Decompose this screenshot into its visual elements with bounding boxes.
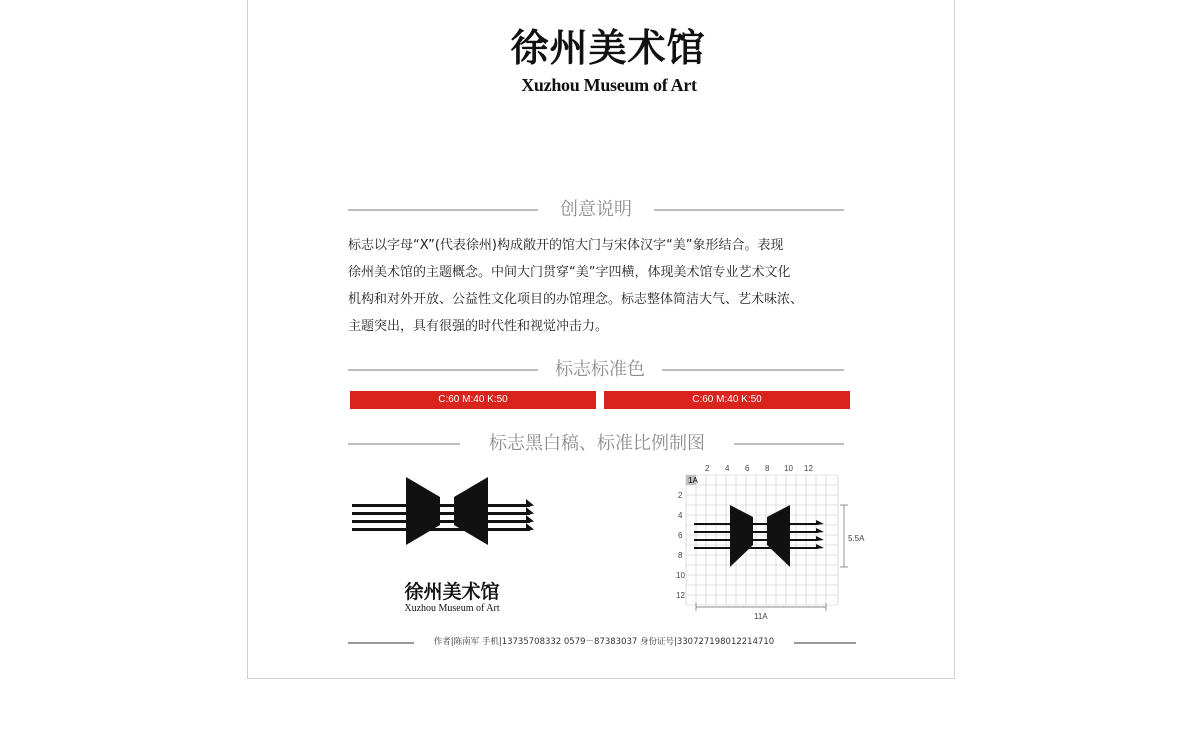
concept-line: 主题突出，具有很强的时代性和视觉冲击力。 (348, 319, 609, 334)
logo-mark (348, 475, 538, 547)
concept-line: 徐州美术馆的主题概念。中间大门贯穿“美”字四横，体现美术馆专业艺术文化 (348, 265, 791, 280)
svg-text:8: 8 (678, 551, 683, 560)
museum-title-cn: 徐州美术馆 (510, 25, 706, 70)
section-rule-right (662, 369, 844, 371)
svg-text:2: 2 (678, 491, 683, 500)
section-rule-right (654, 209, 844, 211)
height-label: 5.5A (848, 534, 865, 543)
svg-text:4: 4 (725, 464, 730, 473)
svg-text:6: 6 (678, 531, 683, 540)
logo-name-en: Xuzhou Museum of Art (404, 603, 500, 614)
grid-logo-right-wing (767, 505, 790, 567)
svg-text:6: 6 (745, 464, 750, 473)
grid-left-ticks (676, 491, 685, 600)
grid-logo-left-wing (730, 505, 753, 567)
section-rule-left (348, 209, 538, 211)
section-rule-right (734, 443, 844, 445)
footer-rule-left (348, 642, 414, 644)
concept-line: 机构和对外开放、公益性文化项目的办馆理念。标志整体简洁大气、艺术味浓、 (348, 292, 804, 307)
width-label: 11A (754, 612, 768, 621)
grid-unit-label: 1A (688, 476, 698, 485)
height-dimension (840, 505, 848, 567)
section-rule-left (348, 443, 460, 445)
logo-left-wing (406, 477, 440, 545)
footer-rule-right (794, 642, 856, 644)
color-swatch-1: C:60 M:40 K:50 (350, 391, 596, 409)
svg-text:8: 8 (765, 464, 770, 473)
svg-text:2: 2 (705, 464, 710, 473)
section-heading-color (348, 357, 844, 383)
grid-top-ticks (705, 464, 813, 473)
width-dimension (696, 603, 826, 611)
section-title: 创意说明 (560, 199, 632, 220)
grid-logo-bars (694, 520, 824, 549)
logo-bars (352, 499, 534, 531)
svg-text:10: 10 (676, 571, 685, 580)
museum-title-en: Xuzhou Museum of Art (521, 75, 697, 95)
concept-line: 标志以字母“X”(代表徐州)构成敞开的馆大门与宋体汉字“美”象形结合。表现 (348, 238, 784, 253)
svg-text:10: 10 (784, 464, 793, 473)
section-title: 标志标准色 (555, 359, 645, 380)
svg-text:12: 12 (676, 591, 685, 600)
color-swatch-2: C:60 M:40 K:50 (604, 391, 850, 409)
credits-text: 作者|陈南军 手机|13735708332 0579－87383037 身份证号|330727198012214710 (433, 637, 775, 647)
section-heading-drawing (348, 431, 844, 457)
concept-description (348, 232, 868, 340)
section-rule-left (348, 369, 538, 371)
credits-footer (348, 635, 856, 649)
svg-text:4: 4 (678, 511, 683, 520)
section-title: 标志黑白稿、标准比例制图 (489, 433, 705, 454)
poster-sheet (247, 0, 955, 679)
section-heading-concept (348, 197, 844, 223)
logo-right-wing (454, 477, 488, 545)
logo-name-cn: 徐州美术馆 (404, 581, 500, 603)
svg-text:12: 12 (804, 464, 813, 473)
proportion-grid (678, 461, 878, 621)
